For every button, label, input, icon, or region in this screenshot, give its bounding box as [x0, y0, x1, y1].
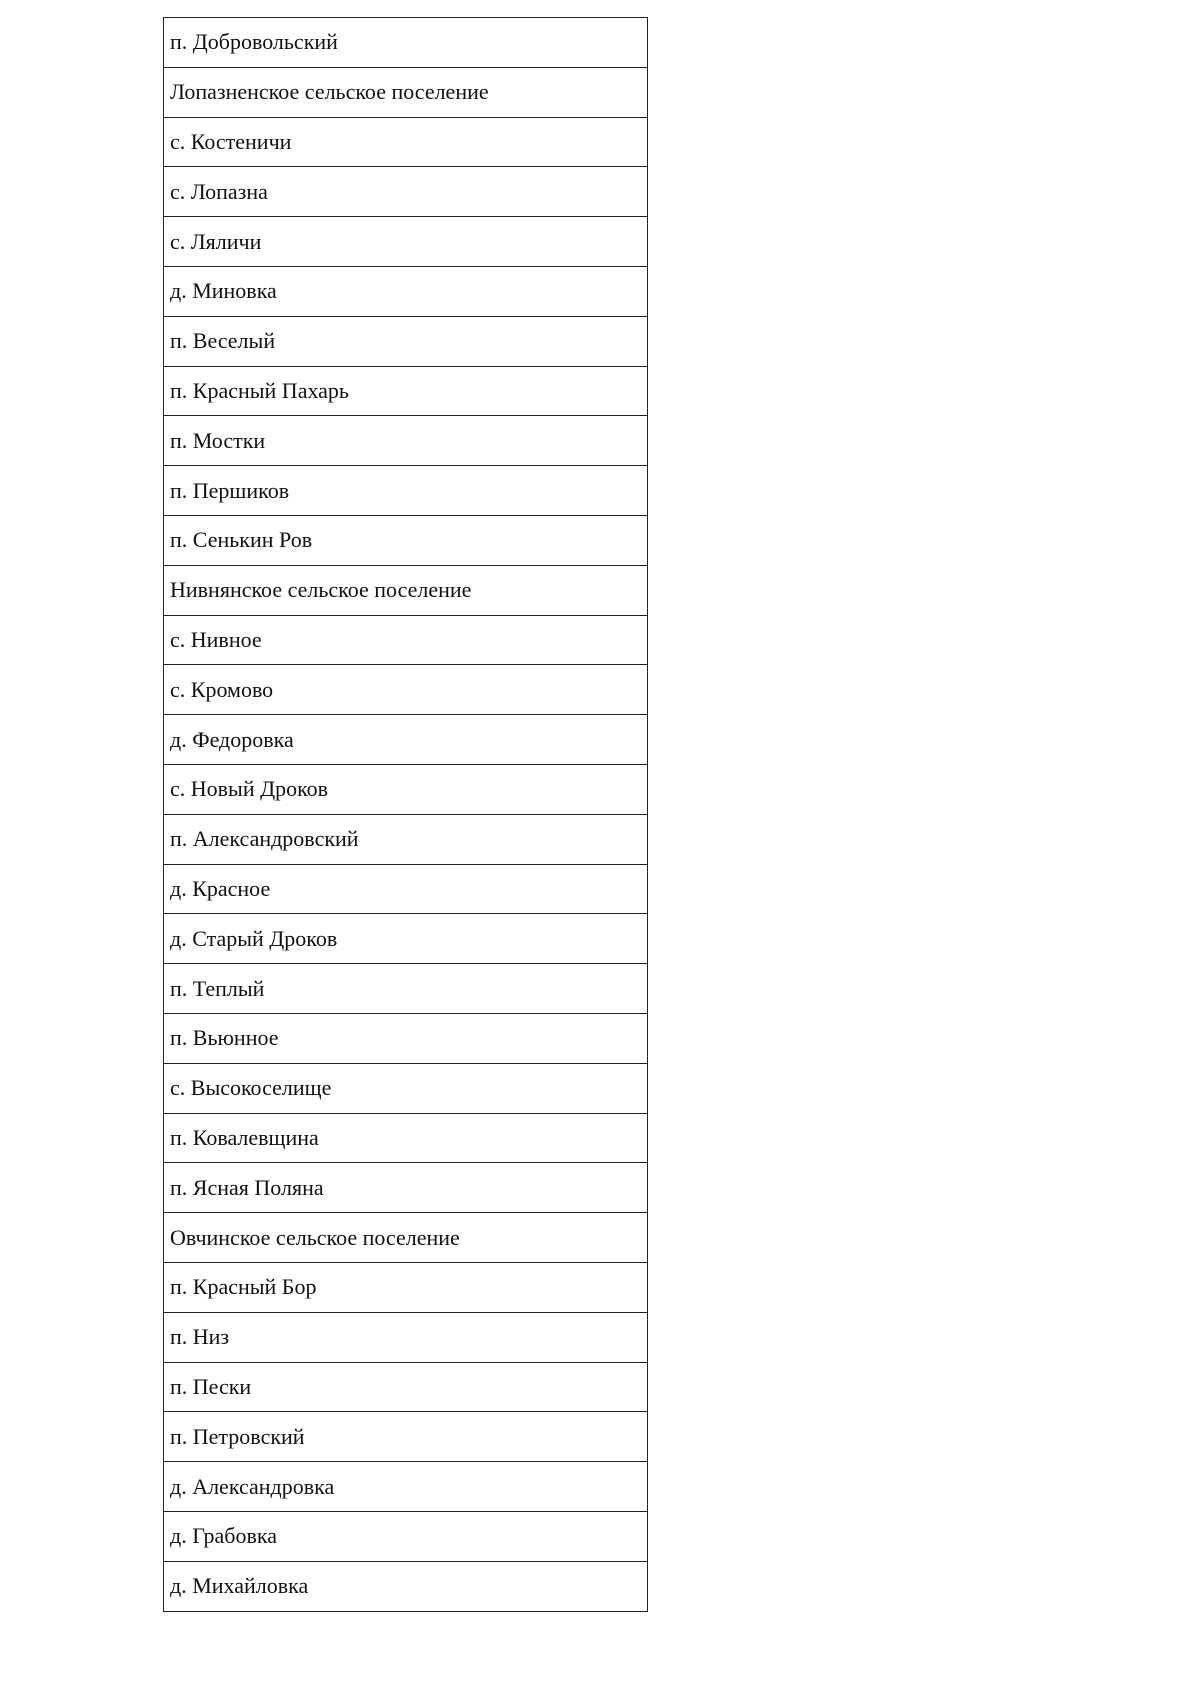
table-row	[164, 1063, 648, 1113]
table-cell: п. Першиков	[164, 466, 648, 516]
table-cell: с. Кромово	[164, 665, 648, 715]
table-cell: Лопазненское сельское поселение	[164, 67, 648, 117]
table-cell: п. Добровольский	[164, 18, 648, 68]
table-cell: д. Миновка	[164, 266, 648, 316]
table-cell: п. Пески	[164, 1362, 648, 1412]
table-row	[164, 167, 648, 217]
settlements-table	[163, 17, 648, 1612]
table-cell: п. Теплый	[164, 964, 648, 1014]
table-row	[164, 366, 648, 416]
settlements-table-body	[164, 18, 648, 1612]
table-row	[164, 1163, 648, 1213]
table-row	[164, 1561, 648, 1611]
table-row	[164, 1262, 648, 1312]
table-cell: п. Красный Пахарь	[164, 366, 648, 416]
table-row	[164, 1412, 648, 1462]
table-cell: п. Низ	[164, 1312, 648, 1362]
table-row	[164, 117, 648, 167]
table-row	[164, 814, 648, 864]
table-row	[164, 466, 648, 516]
table-cell: п. Красный Бор	[164, 1262, 648, 1312]
table-row	[164, 964, 648, 1014]
table-row	[164, 615, 648, 665]
table-row	[164, 565, 648, 615]
table-cell: д. Федоровка	[164, 715, 648, 765]
table-cell: п. Сенькин Ров	[164, 515, 648, 565]
table-cell: п. Веселый	[164, 316, 648, 366]
table-cell: д. Красное	[164, 864, 648, 914]
table-cell: п. Мостки	[164, 416, 648, 466]
table-cell: с. Лопазна	[164, 167, 648, 217]
table-row	[164, 266, 648, 316]
table-row	[164, 1113, 648, 1163]
table-cell: п. Ясная Поляна	[164, 1163, 648, 1213]
table-cell: д. Михайловка	[164, 1561, 648, 1611]
table-row	[164, 1362, 648, 1412]
table-row	[164, 217, 648, 267]
table-row	[164, 864, 648, 914]
table-cell: д. Старый Дроков	[164, 914, 648, 964]
table-row	[164, 416, 648, 466]
table-cell: п. Александровский	[164, 814, 648, 864]
table-row	[164, 1013, 648, 1063]
table-row	[164, 316, 648, 366]
table-cell: Нивнянское сельское поселение	[164, 565, 648, 615]
table-cell: с. Ляличи	[164, 217, 648, 267]
table-row	[164, 18, 648, 68]
table-row	[164, 764, 648, 814]
table-cell: п. Вьюнное	[164, 1013, 648, 1063]
table-cell: п. Ковалевщина	[164, 1113, 648, 1163]
table-row	[164, 1312, 648, 1362]
table-row	[164, 665, 648, 715]
table-row	[164, 515, 648, 565]
table-row	[164, 1462, 648, 1512]
table-cell: д. Грабовка	[164, 1511, 648, 1561]
table-cell: с. Нивное	[164, 615, 648, 665]
table-cell: с. Костеничи	[164, 117, 648, 167]
table-row	[164, 1213, 648, 1263]
table-cell: п. Петровский	[164, 1412, 648, 1462]
table-row	[164, 715, 648, 765]
table-cell: с. Новый Дроков	[164, 764, 648, 814]
table-cell: с. Высокоселище	[164, 1063, 648, 1113]
table-row	[164, 914, 648, 964]
table-row	[164, 67, 648, 117]
table-cell: Овчинское сельское поселение	[164, 1213, 648, 1263]
table-cell: д. Александровка	[164, 1462, 648, 1512]
table-row	[164, 1511, 648, 1561]
